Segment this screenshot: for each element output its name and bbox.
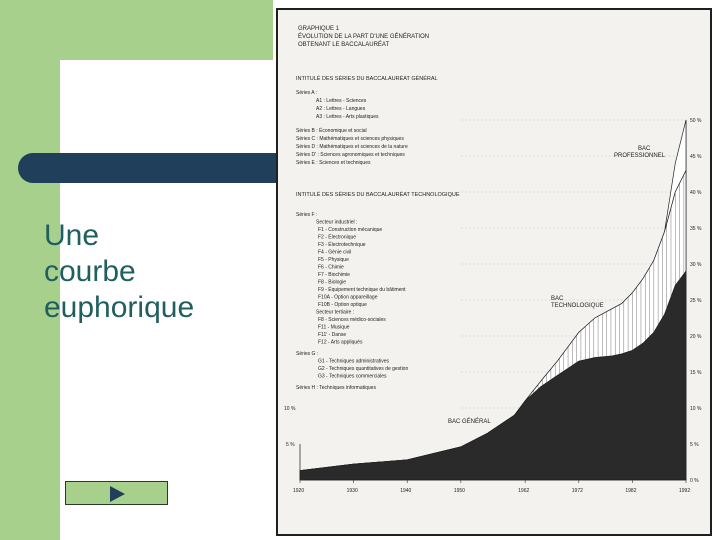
area-label-general: BAC GÉNÉRAL — [448, 419, 491, 425]
y-tick-label: 50 % — [690, 118, 702, 124]
figure-heading-line: GRAPHIQUE 1 — [298, 26, 340, 32]
legend-general-item: A2 : Lettres - Langues — [316, 106, 366, 112]
chart-figure — [278, 10, 710, 534]
legend-tech-title: INTITULÉ DES SÉRIES DU BACCALAURÉAT TECHNOLOGIQUE — [296, 192, 460, 198]
legend-tech-item: F10B - Option optique — [318, 302, 367, 308]
y-tick-label: 25 % — [690, 298, 702, 304]
figure-heading-line: OBTENANT LE BACCALAURÉAT — [298, 42, 390, 48]
legend-general-item: Séries E : Sciences et techniques — [296, 160, 371, 166]
x-tick-label: 1962 — [518, 488, 530, 494]
legend-tech-item: F3 - Électrotechnique — [318, 242, 366, 248]
next-slide-button[interactable] — [65, 481, 168, 505]
y-tick-label-left: 5 % — [286, 442, 295, 448]
legend-tech-item: F9 - Équipement technique du bâtiment — [318, 287, 406, 293]
x-tick-label: 1920 — [293, 488, 305, 494]
figure-heading-line: ÉVOLUTION DE LA PART D'UNE GÉNÉRATION — [298, 34, 430, 40]
area-label-techno-2: TECHNOLOGIQUE — [551, 303, 604, 309]
legend-tech-item: F11 - Musique — [318, 324, 350, 331]
legend-tech-item: F1 - Construction mécanique — [318, 227, 383, 233]
y-tick-label: 0 % — [690, 478, 699, 484]
chart-photo — [276, 8, 712, 536]
slide-title — [44, 218, 264, 326]
legend-tech-item: Secteur industriel : — [316, 219, 358, 226]
legend-tech-item: Séries H : Techniques informatiques — [296, 385, 376, 391]
legend-tech-item: G1 - Techniques administratives — [318, 358, 390, 365]
y-tick-label: 40 % — [690, 190, 702, 196]
y-tick-label: 10 % — [690, 406, 702, 412]
slide-title-line-3: euphorique — [44, 291, 195, 324]
legend-tech-item: F11' - Danse — [318, 332, 347, 338]
legend-general-item: Séries D' : Sciences agronomiques et techniques — [296, 152, 405, 158]
legend-tech-item: Séries F : — [296, 212, 318, 218]
legend-general-item: Séries B : Économique et social — [296, 128, 367, 134]
legend-general-item: Séries D : Mathématiques et sciences de la nature — [296, 144, 408, 150]
legend-general-title: INTITULÉ DES SÉRIES DU BACCALAURÉAT GÉNÉRAL — [296, 76, 438, 82]
navy-accent-bar — [18, 153, 280, 183]
y-tick-label: 30 % — [690, 262, 702, 268]
y-tick-label: 35 % — [690, 226, 702, 232]
legend-general-item: A1 : Lettres - Sciences — [316, 98, 367, 104]
slide-title-line-2: courbe — [44, 255, 136, 288]
rounded-corner — [60, 60, 120, 120]
x-tick-label: 1940 — [400, 488, 412, 494]
legend-general-item: Séries C : Mathématiques et sciences physiques — [296, 136, 404, 142]
legend-tech-item: G3 - Techniques commerciales — [318, 373, 387, 380]
legend-tech-item: F10A - Option appareillage — [318, 294, 378, 301]
play-triangle-icon — [108, 485, 126, 503]
legend-tech-item: F6 - Chimie — [318, 264, 344, 271]
legend-tech-item: Secteur tertiaire : — [316, 309, 355, 316]
legend-tech-item: F12 - Arts appliqués — [318, 339, 363, 346]
legend-tech-item: F7 - Biochimie — [318, 272, 350, 278]
legend-general-item: Séries A : — [296, 90, 318, 96]
x-tick-label: 1982 — [625, 488, 637, 494]
top-green-band — [60, 0, 273, 60]
legend-tech-item: F8 - Biologie — [318, 279, 347, 286]
y-tick-label: 15 % — [690, 370, 702, 376]
legend-tech-item: F8 - Sciences médico-sociales — [318, 317, 386, 323]
y-tick-label: 45 % — [690, 154, 702, 160]
legend-tech-item: G2 - Techniques quantitatives de gestion — [318, 366, 409, 372]
legend-tech-item: Séries G : — [296, 351, 319, 357]
y-tick-label: 20 % — [690, 334, 702, 340]
legend-tech-item: F5 - Physique — [318, 257, 349, 263]
legend-general-item: A3 : Lettres - Arts plastiques — [316, 114, 379, 120]
area-label-pro-2: PROFESSIONNEL — [614, 153, 666, 159]
y-tick-label: 5 % — [690, 442, 699, 448]
legend-tech-item: F4 - Génie civil — [318, 249, 352, 256]
slide-title-line-1: Une — [44, 219, 100, 252]
area-label-pro-1: BAC — [638, 146, 651, 152]
x-tick-label: 1950 — [453, 488, 465, 494]
x-tick-label: 1992 — [679, 488, 691, 494]
legend-tech-item: F2 - Électronique — [318, 234, 357, 241]
y-tick-label-left: 10 % — [284, 406, 296, 412]
x-tick-label: 1972 — [571, 488, 583, 494]
area-label-techno-1: BAC — [551, 296, 564, 302]
x-tick-label: 1930 — [346, 488, 358, 494]
